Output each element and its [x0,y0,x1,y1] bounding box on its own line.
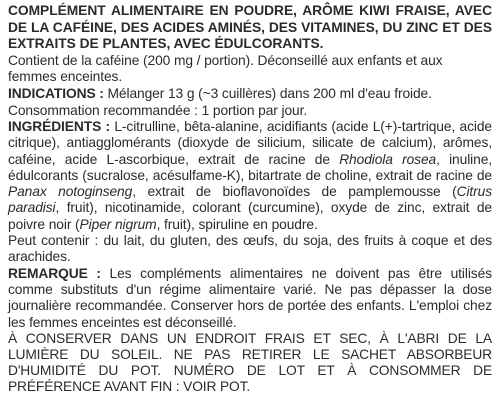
caffeine-notice: Contient de la caféine (200 mg / portion). Déconseillé aux enfants et aux femmes enceintes. [8,52,443,85]
product-title: COMPLÉMENT ALIMENTAIRE EN POUDRE, ARÔME KIWI FRAISE, AVEC DE LA CAFÉINE, DES ACIDES AMINÉS, DES VITAMINES, DU ZINC ET DES EXTRAITS DE PLANTES, AVEC ÉDULCORANTS. [8,3,492,52]
indications-heading: INDICATIONS : [8,86,104,102]
ingredient-rhodiola: Rhodiola rosea [339,151,437,167]
ingredient-panax: Panax notoginseng [8,184,133,200]
ingredients-text-1: L-citrulline, bêta-alanine, acidifiants (acide L(+)-tartrique, acide citrique), antiagglomérants (dioxyde de silicium, silicate de calcium), arômes, caféine, acide L-ascorbique, extrait de racine de [8,118,492,167]
indications-text: Mélanger 13 g (~3 cuillères) dans 200 ml d'eau froide. [103,86,432,102]
allergens-notice: Peut contenir : du lait, du gluten, des œufs, du soja, des fruits à coque et des arachides. [8,233,492,265]
ingredients-paragraph [8,119,492,233]
ingredients-text-4: , fruit), nicotinamide, colorant (curcumine), oxyde de zinc, extrait de poivre noir ( [8,200,492,232]
storage-instructions: À CONSERVER DANS UN ENDROIT FRAIS ET SEC, À L'ABRI DE LA LUMIÈRE DU SOLEIL. NE PAS RETIRER LE SACHET ABSORBEUR D'HUMIDITÉ DU POT. NUMÉRO DE LOT ET À CONSOMMER DE PRÉFÉRENCE AVANT FIN : VOIR POT. [8,330,492,395]
remark-paragraph [8,266,492,331]
ingredient-citrus: Citrus paradisi [8,184,493,216]
ingredients-text-3: , extrait de bioflavonoïdes de pamplemousse ( [132,184,457,200]
indications-paragraph [8,86,492,102]
ingredients-heading: INGRÉDIENTS : [8,118,111,134]
indications-section [8,86,492,119]
ingredient-piper: Piper nigrum [79,216,157,232]
ingredients-text-5: , fruit), spiruline en poudre. [156,216,318,232]
remark-heading: REMARQUE : [8,265,101,281]
remark-text: Les compléments alimentaires ne doivent pas être utilisés comme substituts d'un régime alimentaire varié. Ne pas dépasser la dose journalière recommandée. Conserver hors de portée des enfants. L'emploi chez les femmes enceintes est déconseillé. [8,265,492,330]
ingredients-text-2: , inuline, édulcorants (sucralose, acésulfame-K), bitartrate de choline, extrait de racine de [8,151,493,183]
recommended-dose: Consommation recommandée : 1 portion par jour. [8,102,308,118]
